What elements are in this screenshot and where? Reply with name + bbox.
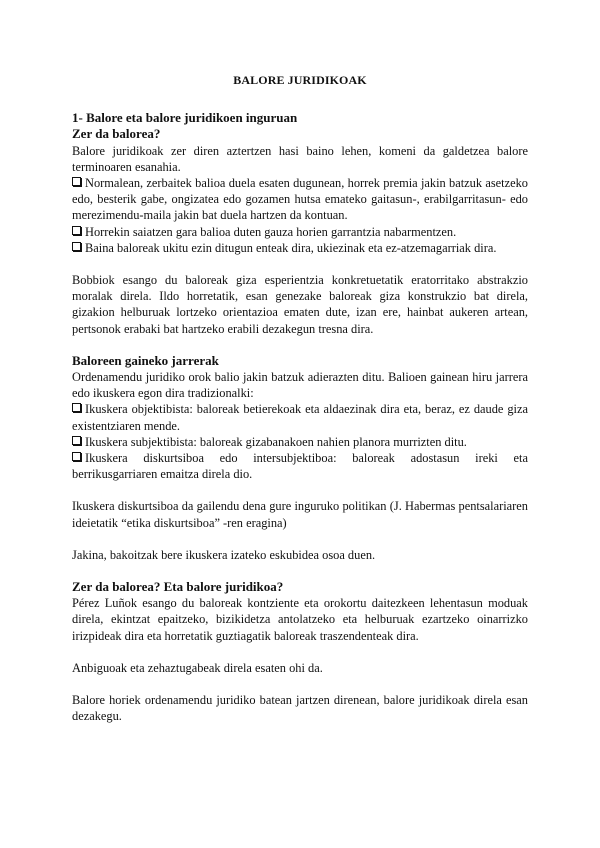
section3-paragraph1: Pérez Luñok esango du baloreak kontziente eta orokortu daitezkeen lehentasun moduak direla, ekintzat epaitzeko, bizikidetza antolatzeko eta helburuak ezartzeko oinarrizko irizpideak dira eta horretatik guztiagatik baloreak traszendenteak dira. bbox=[72, 596, 528, 643]
list-item bbox=[72, 450, 528, 482]
checkbox-bullet-icon bbox=[72, 242, 81, 251]
checkbox-bullet-icon bbox=[72, 436, 81, 445]
list-item bbox=[72, 434, 528, 450]
document-page bbox=[72, 72, 528, 725]
section3-paragraph2: Anbiguoak eta zehaztugabeak direla esaten ohi da. bbox=[72, 660, 323, 675]
section2-heading: Baloreen gaineko jarrerak bbox=[72, 352, 219, 368]
section1-intro: Balore juridikoak zer diren aztertzen hasi baino lehen, komeni da galdetzea balore terminoaren esanahia. bbox=[72, 143, 528, 174]
list-item bbox=[72, 401, 528, 433]
section1-heading: 1- Balore eta balore juridikoen inguruan bbox=[72, 110, 298, 126]
checkbox-bullet-icon bbox=[72, 452, 81, 461]
document-title: BALORE JURIDIKOAK bbox=[233, 73, 367, 87]
section3-paragraph3: Balore horiek ordenamendu juridiko batean jartzen direnean, balore juridikoak direla esan dezakegu. bbox=[72, 693, 528, 724]
checkbox-bullet-icon bbox=[72, 177, 81, 186]
list-item-text: Horrekin saiatzen gara balioa duten gauza horien garrantzia nabarmentzen. bbox=[85, 224, 457, 239]
list-item-text: Baina baloreak ukitu ezin ditugun enteak dira, ukiezinak eta ez-atzemagarriak dira. bbox=[85, 240, 497, 255]
section2-paragraph1: Ikuskera diskurtsiboa da gailendu dena gure inguruko politikan (J. Habermas pentsalariaren ideietatik “etika diskurtsiboa” -ren eragina) bbox=[72, 499, 528, 530]
list-item-text: Ikuskera diskurtsiboa edo intersubjektiboa: baloreak adostasun ireki eta berrikusgarriaren emaitza direla dio. bbox=[72, 451, 528, 482]
section3-heading: Zer da balorea? Eta balore juridikoa? bbox=[72, 579, 284, 595]
section1-subheading: Zer da balorea? bbox=[72, 126, 161, 142]
section2-paragraph2: Jakina, bakoitzak bere ikuskera izateko eskubidea osoa duen. bbox=[72, 547, 376, 562]
checkbox-bullet-icon bbox=[72, 403, 81, 412]
section1-paragraph: Bobbiok esango du baloreak giza esperientzia konkretuetatik eratorritako abstrakzio moralak direla. Ildo horretatik, esan genezake baloreak giza konstrukzio bat direla, gizakion helburuak lortzeko orientazioa ematen dute, izan ere, hainbat aukeren artean, pertsonok erabaki bat hartzeko erabili dezakegun tresna dira. bbox=[72, 273, 528, 336]
list-item bbox=[72, 175, 528, 224]
checkbox-bullet-icon bbox=[72, 226, 81, 235]
list-item-text: Normalean, zerbaitek balioa duela esaten dugunean, horrek premia jakin batzuk asetzeko edo, besterik gabe, ongizatea edo gozamen hutsa emateko gaitasun-, erabilgarritasun- edo merezimendu-maila jakin bat duela hartzen da kontuan. bbox=[72, 176, 528, 223]
list-item bbox=[72, 240, 528, 256]
list-item-text: Ikuskera subjektibista: baloreak gizabanakoen nahien planora murrizten ditu. bbox=[85, 434, 467, 449]
list-item bbox=[72, 224, 528, 240]
list-item-text: Ikuskera objektibista: baloreak betierekoak eta aldaezinak dira eta, beraz, ez daude giza existentziaren mende. bbox=[72, 402, 528, 433]
section2-intro: Ordenamendu juridiko orok balio jakin batzuk adierazten ditu. Balioen gainean hiru jarrera edo ikuskera egon dira tradizionalki: bbox=[72, 370, 528, 401]
